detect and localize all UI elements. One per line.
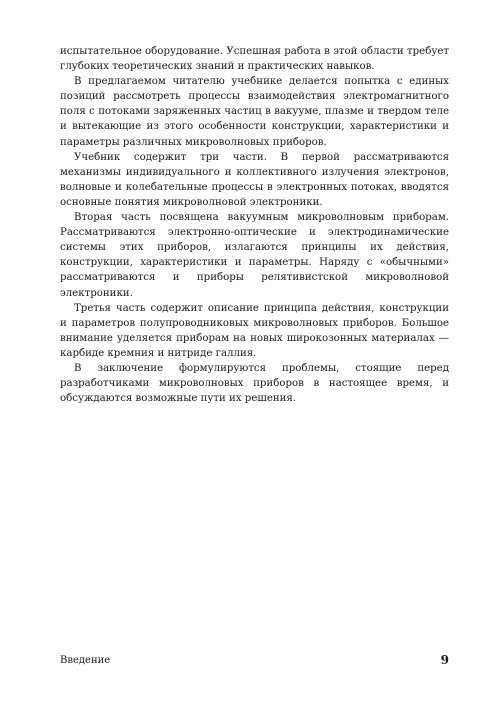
paragraph-conclusion: В заключение формулируются проблемы, стоящие перед разработчиками микроволновых приборов в настоящее время, и обсуждаются возможные пути их решения. xyxy=(60,362,449,405)
section-title: Введение xyxy=(60,655,111,666)
paragraph-continuation: испытательное оборудование. Успешная работа в этой области требует глубоких теоретических знаний и практических навыков. xyxy=(60,46,449,73)
body-text xyxy=(60,44,449,406)
paragraph-three-parts: Учебник содержит три части. В первой рассматриваются механизмы индивидуального и коллективного излучения электронов, волновые и колебательные процессы в электронных потоках, вводятся основные понятия микроволновой электроники. xyxy=(60,151,449,208)
paragraph-part-two: Вторая часть посвящена вакуумным микроволновым приборам. Рассматриваются электронно-оптические и электродинамические системы этих приборов, излагаются принципы их действия, конструкции, характеристики и параметры. Наряду с «обычными» рассматриваются и приборы релятивистской микроволновой электроники. xyxy=(60,212,449,299)
page-number: 9 xyxy=(440,653,449,667)
paragraph-part-three: Третья часть содержит описание принципа действия, конструкции и параметров полупроводниковых микроволновых приборов. Большое внимание уделяется приборам на новых широкозонных материалах — карбиде кремния и нитриде галлия. xyxy=(60,302,449,359)
page-footer xyxy=(60,655,449,671)
paragraph-textbook-aim: В предлагаемом читателю учебнике делается попытка с единых позиций рассмотреть процессы взаимодействия электромагнитного поля с потоками заряженных частиц в вакууме, плазме и твердом теле и вытекающие из этого особенности конструкции, характеристики и параметры различных микроволновых приборов. xyxy=(60,76,449,148)
